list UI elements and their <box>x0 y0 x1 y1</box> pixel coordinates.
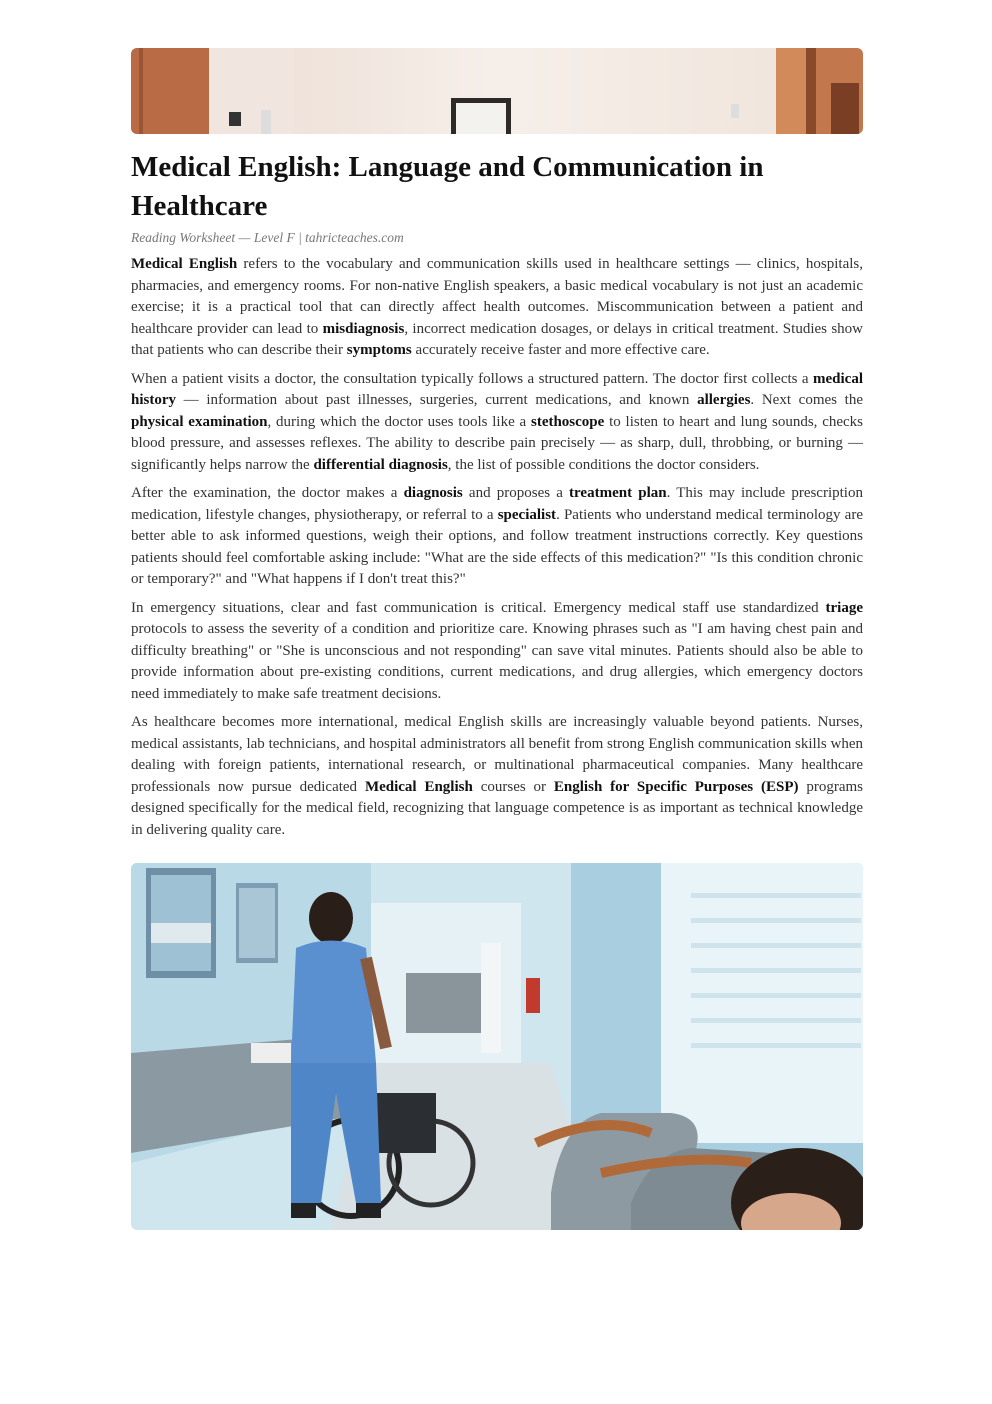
key-term: diagnosis <box>403 485 463 501</box>
key-term: English for Specific Purposes (ESP) <box>553 778 799 795</box>
text-run: refers to the vocabulary and communication skills used in healthcare settings — clinics, hospitals, pharmacies, and emergency rooms. For non-native English speakers, a basic medical vocabulary is not just an academic exercise; it is a practical tool that can directly affect health outcomes. Miscommunication between a patient and healthcare provider can lead to <box>131 256 863 337</box>
paragraph <box>131 483 863 591</box>
key-term: symptoms <box>346 342 412 358</box>
text-run: . This may include prescription medication, lifestyle changes, physiotherapy, or referral to a <box>131 485 863 523</box>
key-term: misdiagnosis <box>322 320 405 337</box>
key-term: medical history <box>131 370 863 408</box>
key-term: treatment plan <box>569 485 667 501</box>
text-run: — information about past illnesses, surgeries, current medications, and known <box>176 392 698 408</box>
text-run: courses or <box>472 778 554 795</box>
text-run: , incorrect medication dosages, or delays in critical treatment. Studies show that patients who can describe their <box>131 320 863 358</box>
key-term: Medical English <box>364 778 473 795</box>
text-run: . Next comes the <box>750 392 863 408</box>
key-term: stethoscope <box>530 413 605 430</box>
article-body <box>131 254 863 841</box>
text-run: In emergency situations, clear and fast communication is critical. Emergency medical staff use standardized <box>131 599 826 616</box>
nurse-photo <box>131 863 863 1230</box>
hero-banner-image <box>131 48 863 134</box>
key-term: specialist <box>497 506 557 523</box>
text-run: programs designed specifically for the medical field, recognizing that language competence is as important as technical knowledge in delivering quality care. <box>131 778 864 838</box>
key-term: triage <box>825 599 863 616</box>
text-run: accurately receive faster and more effective care. <box>411 342 710 358</box>
worksheet-subtitle: Reading Worksheet — Level F | tahricteaches.com <box>131 230 404 245</box>
paragraph <box>131 254 863 362</box>
key-term: allergies <box>697 392 751 408</box>
text-run: As healthcare becomes more international, medical English skills are increasingly valuable beyond patients. Nurses, medical assistants, lab technicians, and hospital administrators all benefit from strong English communication skills when dealing with foreign patients, international research, or multinational pharmaceutical companies. Many healthcare professionals now pursue dedicated <box>131 714 863 795</box>
text-run: to listen to heart and lung sounds, checks blood pressure, and assesses reflexes. The ability to describe pain precisely — as sharp, dull, throbbing, or burning — significantly helps narrow the <box>131 413 864 473</box>
text-run: When a patient visits a doctor, the consultation typically follows a structured pattern. The doctor first collects a <box>131 370 813 387</box>
text-run: , the list of possible conditions the doctor considers. <box>447 456 760 473</box>
key-term: Medical English <box>131 256 238 272</box>
page-title: Medical English: Language and Communication in Healthcare <box>131 151 764 222</box>
text-run: protocols to assess the severity of a condition and prioritize care. Knowing phrases such as "I am having chest pain and difficulty breathing" or "She is unconscious and not responding" can save vital minutes. Patients should also be able to provide information about pre-existing conditions, current medications, and drug allergies, which emergency doctors need immediately to make safe treatment decisions. <box>131 621 863 702</box>
paragraph <box>131 369 863 477</box>
text-run: , during which the doctor uses tools like a <box>267 413 531 430</box>
nurse-wheelchair-hallway-icon <box>131 863 863 1230</box>
paragraph <box>131 598 863 706</box>
text-run: After the examination, the doctor makes a <box>131 485 404 501</box>
paragraph <box>131 712 863 841</box>
key-term: physical examination <box>131 413 268 430</box>
hospital-corridor-icon <box>131 48 863 134</box>
key-term: differential diagnosis <box>313 456 448 473</box>
worksheet-page <box>131 48 863 1230</box>
text-run: and proposes a <box>462 485 570 501</box>
text-run: . Patients who understand medical terminology are better able to ask informed questions, weigh their options, and follow treatment instructions correctly. Key questions patients should feel comfortable asking include: "What are the side effects of this medication?" "Is this condition chronic or temporary?" and "What happens if I don't treat this?" <box>131 506 863 587</box>
